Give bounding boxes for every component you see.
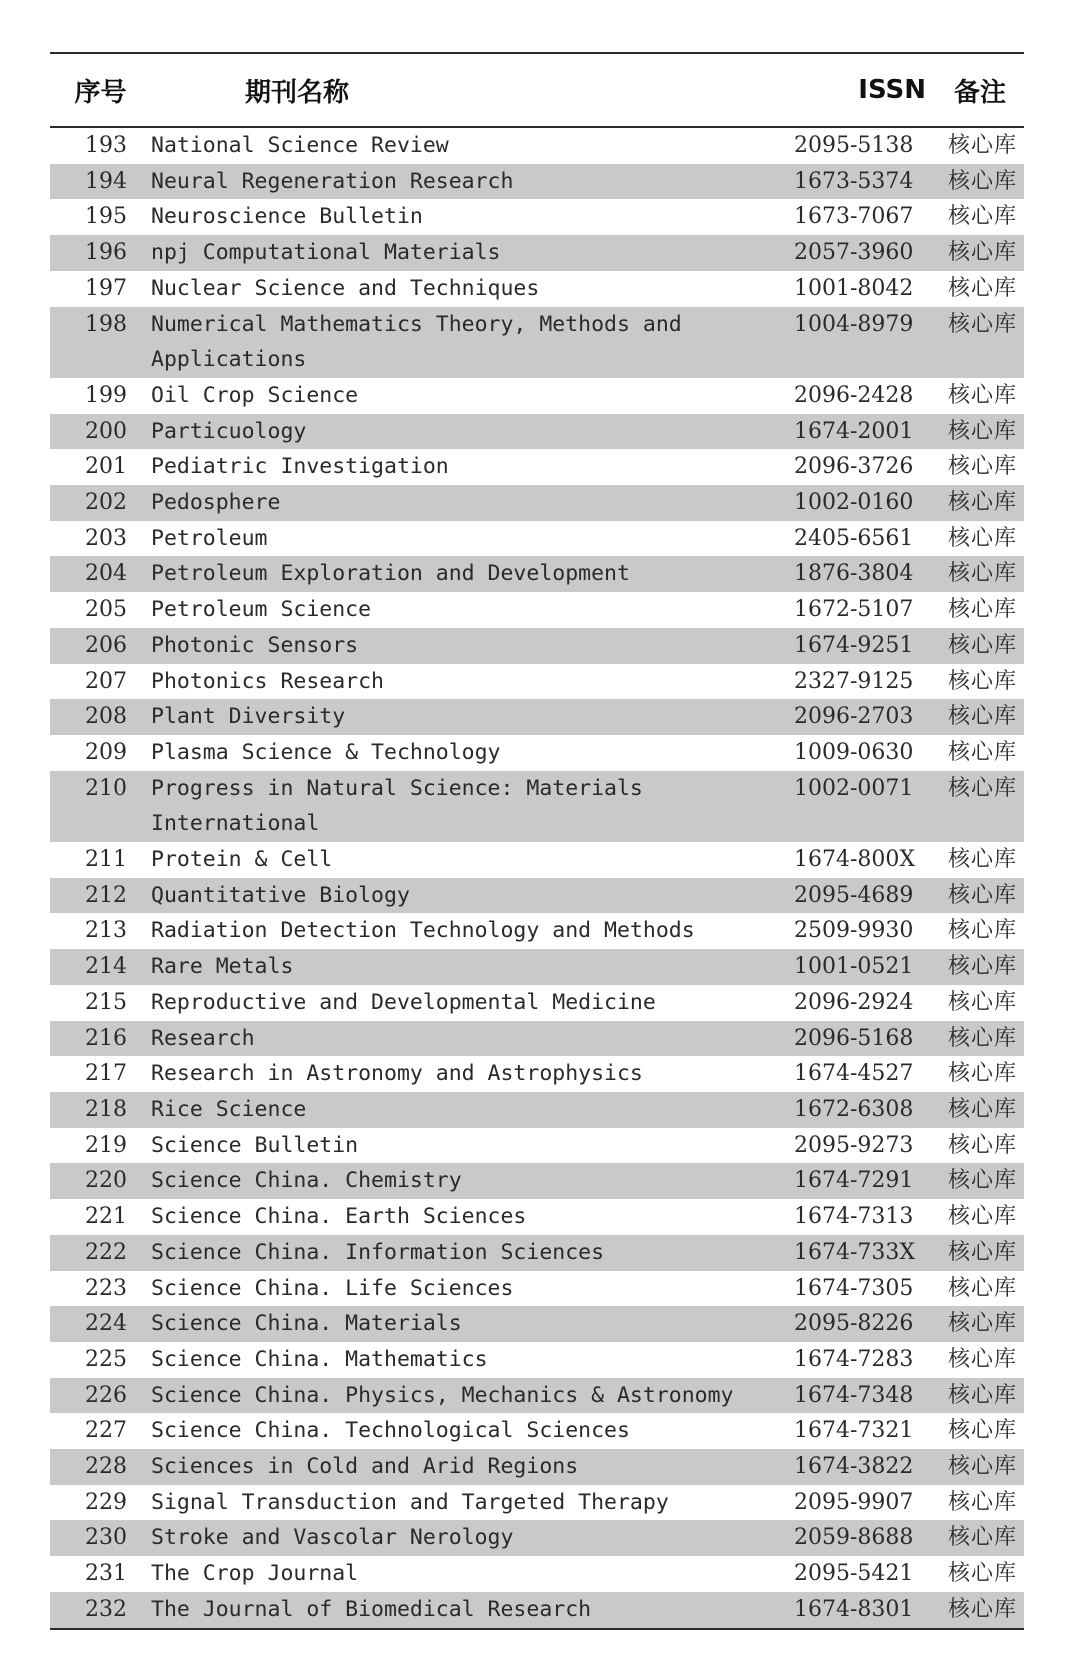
journal-name-cell: Photonics Research: [151, 668, 384, 694]
header-journal-name: 期刊名称: [151, 53, 788, 127]
journal-name-cell: Nuclear Science and Techniques: [151, 275, 540, 301]
table-row: [50, 378, 1024, 414]
issn-cell: 1674-7313: [794, 1204, 914, 1230]
journal-name-cell: Numerical Mathematics Theory, Methods and Applications: [151, 307, 788, 378]
issn-cell: 1672-5107: [794, 597, 914, 623]
table-body: [50, 127, 1024, 1629]
journal-name-cell: Rice Science: [151, 1092, 788, 1128]
serial-number-cell: 214: [50, 949, 151, 985]
issn-cell: 2096-3726: [794, 454, 914, 480]
journal-name-cell: Science China. Mathematics: [151, 1346, 488, 1372]
issn-cell: 2096-2428: [794, 382, 914, 408]
serial-number-cell: 210: [50, 771, 151, 842]
table-row: [50, 485, 1024, 521]
journal-name-cell: National Science Review: [151, 133, 449, 158]
table-row: [50, 664, 1024, 700]
table-row: [50, 878, 1024, 914]
remarks-cell: 核心库: [936, 1021, 1024, 1057]
issn-cell: 1004-8979: [788, 307, 936, 378]
table-row: [50, 1092, 1024, 1128]
journal-name-cell: Neural Regeneration Research: [151, 164, 788, 200]
journal-table: [50, 52, 1024, 1630]
table-row: [50, 628, 1024, 664]
table-row: [50, 556, 1024, 592]
journal-name-cell: Oil Crop Science: [151, 382, 359, 408]
serial-number-cell: 193: [85, 133, 127, 158]
journal-name-cell: Science China. Life Sciences: [151, 1275, 514, 1301]
remarks-cell: 核心库: [948, 1489, 1018, 1515]
serial-number-cell: 201: [85, 454, 127, 480]
remarks-cell: 核心库: [948, 1061, 1018, 1087]
issn-cell: 1002-0160: [788, 485, 936, 521]
issn-cell: 1674-7291: [788, 1163, 936, 1199]
remarks-cell: 核心库: [936, 164, 1024, 200]
issn-cell: 1674-7305: [794, 1275, 914, 1301]
header-remarks: 备注: [936, 53, 1024, 127]
issn-cell: 1674-7283: [794, 1346, 914, 1372]
serial-number-cell: 213: [85, 918, 127, 944]
table-row: [50, 735, 1024, 771]
issn-cell: 1674-2001: [788, 414, 936, 450]
issn-cell: 1674-4527: [794, 1061, 914, 1087]
serial-number-cell: 219: [85, 1132, 127, 1158]
table-row: [50, 1520, 1024, 1556]
serial-number-cell: 224: [50, 1306, 151, 1342]
issn-cell: 2095-4689: [788, 878, 936, 914]
remarks-cell: 核心库: [936, 556, 1024, 592]
issn-cell: 1674-733X: [788, 1235, 936, 1271]
serial-number-cell: 204: [50, 556, 151, 592]
issn-cell: 1674-9251: [788, 628, 936, 664]
table-row: [50, 699, 1024, 735]
journal-name-cell: Science China. Chemistry: [151, 1163, 788, 1199]
journal-name-cell: Signal Transduction and Targeted Therapy: [151, 1489, 669, 1515]
serial-number-cell: 194: [50, 164, 151, 200]
remarks-cell: 核心库: [948, 668, 1018, 694]
serial-number-cell: 222: [50, 1235, 151, 1271]
serial-number-cell: 217: [85, 1061, 127, 1087]
issn-cell: 2095-5138: [794, 133, 914, 158]
journal-name-cell: Petroleum: [151, 525, 268, 551]
journal-name-cell: Science China. Materials: [151, 1306, 788, 1342]
remarks-cell: 核心库: [948, 989, 1018, 1015]
table-header: [50, 53, 1024, 127]
serial-number-cell: 199: [85, 382, 127, 408]
serial-number-cell: 218: [50, 1092, 151, 1128]
remarks-cell: 核心库: [948, 597, 1018, 623]
journal-name-cell: Progress in Natural Science: Materials International: [151, 771, 788, 842]
journal-name-cell: Pediatric Investigation: [151, 454, 449, 480]
table-row: [50, 842, 1024, 878]
journal-name-cell: Rare Metals: [151, 949, 788, 985]
remarks-cell: 核心库: [948, 525, 1018, 551]
serial-number-cell: 227: [85, 1418, 127, 1444]
issn-cell: 2096-5168: [788, 1021, 936, 1057]
journal-name-cell: Science China. Physics, Mechanics & Astronomy: [151, 1378, 788, 1414]
issn-cell: 2095-8226: [788, 1306, 936, 1342]
issn-cell: 2096-2924: [794, 989, 914, 1015]
remarks-cell: 核心库: [948, 1561, 1018, 1587]
remarks-cell: 核心库: [936, 1520, 1024, 1556]
header-issn: ISSN: [788, 53, 936, 127]
journal-name-cell: Reproductive and Developmental Medicine: [151, 989, 656, 1015]
remarks-cell: 核心库: [936, 1163, 1024, 1199]
serial-number-cell: 203: [85, 525, 127, 551]
table-row: [50, 1271, 1024, 1307]
table-row: [50, 1163, 1024, 1199]
journal-name-cell: The Journal of Biomedical Research: [151, 1592, 788, 1629]
remarks-cell: 核心库: [948, 133, 1018, 158]
table-row: [50, 449, 1024, 485]
table-row: [50, 127, 1024, 164]
remarks-cell: 核心库: [936, 1592, 1024, 1629]
table-row: [50, 1592, 1024, 1629]
remarks-cell: 核心库: [948, 204, 1018, 230]
remarks-cell: 核心库: [948, 275, 1018, 301]
table-row: [50, 1342, 1024, 1378]
issn-cell: 2095-9273: [794, 1132, 914, 1158]
table-row: [50, 164, 1024, 200]
table-row: [50, 1128, 1024, 1164]
table-row: [50, 1306, 1024, 1342]
remarks-cell: 核心库: [936, 949, 1024, 985]
table-row: [50, 771, 1024, 842]
issn-cell: 2095-5421: [794, 1561, 914, 1587]
table-row: [50, 1449, 1024, 1485]
journal-name-cell: Research in Astronomy and Astrophysics: [151, 1061, 643, 1087]
table-row: [50, 592, 1024, 628]
serial-number-cell: 196: [50, 235, 151, 271]
remarks-cell: 核心库: [936, 878, 1024, 914]
remarks-cell: 核心库: [936, 307, 1024, 378]
journal-name-cell: The Crop Journal: [151, 1561, 359, 1587]
remarks-cell: 核心库: [936, 1449, 1024, 1485]
serial-number-cell: 232: [50, 1592, 151, 1629]
issn-cell: 1876-3804: [788, 556, 936, 592]
remarks-cell: 核心库: [948, 1346, 1018, 1372]
journal-name-cell: Sciences in Cold and Arid Regions: [151, 1449, 788, 1485]
serial-number-cell: 212: [50, 878, 151, 914]
journal-name-cell: Petroleum Science: [151, 597, 372, 623]
remarks-cell: 核心库: [948, 454, 1018, 480]
table-row: [50, 199, 1024, 235]
header-row: [50, 53, 1024, 127]
journal-name-cell: Science China. Information Sciences: [151, 1235, 788, 1271]
serial-number-cell: 223: [85, 1275, 127, 1301]
remarks-cell: 核心库: [948, 1418, 1018, 1444]
journal-name-cell: Petroleum Exploration and Development: [151, 556, 788, 592]
serial-number-cell: 211: [85, 847, 127, 873]
issn-cell: 1674-7321: [794, 1418, 914, 1444]
remarks-cell: 核心库: [936, 699, 1024, 735]
table-row: [50, 1485, 1024, 1521]
serial-number-cell: 197: [85, 275, 127, 301]
issn-cell: 2405-6561: [794, 525, 914, 551]
serial-number-cell: 208: [50, 699, 151, 735]
serial-number-cell: 206: [50, 628, 151, 664]
journal-table-container: [50, 52, 1024, 1630]
journal-name-cell: Science China. Technological Sciences: [151, 1418, 630, 1444]
issn-cell: 1001-8042: [794, 275, 914, 301]
journal-name-cell: Protein & Cell: [151, 847, 333, 873]
serial-number-cell: 221: [85, 1204, 127, 1230]
table-row: [50, 913, 1024, 949]
journal-name-cell: Radiation Detection Technology and Methods: [151, 918, 695, 944]
issn-cell: 1672-6308: [788, 1092, 936, 1128]
remarks-cell: 核心库: [948, 918, 1018, 944]
issn-cell: 2096-2703: [788, 699, 936, 735]
remarks-cell: 核心库: [936, 1306, 1024, 1342]
journal-name-cell: Particuology: [151, 414, 788, 450]
table-row: [50, 1413, 1024, 1449]
issn-cell: 1674-7348: [788, 1378, 936, 1414]
issn-cell: 2095-9907: [794, 1489, 914, 1515]
journal-name-cell: Pedosphere: [151, 485, 788, 521]
issn-cell: 1674-8301: [788, 1592, 936, 1629]
issn-cell: 1673-7067: [794, 204, 914, 230]
serial-number-cell: 228: [50, 1449, 151, 1485]
remarks-cell: 核心库: [948, 1132, 1018, 1158]
table-row: [50, 1556, 1024, 1592]
table-row: [50, 521, 1024, 557]
journal-name-cell: Quantitative Biology: [151, 878, 788, 914]
remarks-cell: 核心库: [948, 1204, 1018, 1230]
journal-name-cell: Photonic Sensors: [151, 628, 788, 664]
journal-name-cell: Plant Diversity: [151, 699, 788, 735]
serial-number-cell: 230: [50, 1520, 151, 1556]
table-row: [50, 1235, 1024, 1271]
table-row: [50, 985, 1024, 1021]
table-row: [50, 271, 1024, 307]
journal-name-cell: Research: [151, 1021, 788, 1057]
remarks-cell: 核心库: [936, 628, 1024, 664]
serial-number-cell: 216: [50, 1021, 151, 1057]
serial-number-cell: 231: [85, 1561, 127, 1587]
serial-number-cell: 225: [85, 1346, 127, 1372]
remarks-cell: 核心库: [936, 414, 1024, 450]
issn-cell: 1674-3822: [788, 1449, 936, 1485]
remarks-cell: 核心库: [948, 739, 1018, 765]
issn-cell: 1673-5374: [788, 164, 936, 200]
journal-name-cell: npj Computational Materials: [151, 235, 788, 271]
issn-cell: 2059-8688: [788, 1520, 936, 1556]
serial-number-cell: 220: [50, 1163, 151, 1199]
issn-cell: 1009-0630: [794, 739, 914, 765]
journal-name-cell: Science Bulletin: [151, 1132, 359, 1158]
serial-number-cell: 207: [85, 668, 127, 694]
table-row: [50, 1056, 1024, 1092]
serial-number-cell: 200: [50, 414, 151, 450]
remarks-cell: 核心库: [936, 235, 1024, 271]
issn-cell: 2057-3960: [788, 235, 936, 271]
serial-number-cell: 229: [85, 1489, 127, 1515]
journal-name-cell: Stroke and Vascolar Nerology: [151, 1520, 788, 1556]
journal-name-cell: Plasma Science & Technology: [151, 739, 501, 765]
remarks-cell: 核心库: [936, 1378, 1024, 1414]
remarks-cell: 核心库: [948, 1275, 1018, 1301]
table-row: [50, 235, 1024, 271]
serial-number-cell: 202: [50, 485, 151, 521]
serial-number-cell: 209: [85, 739, 127, 765]
journal-name-cell: Neuroscience Bulletin: [151, 204, 423, 230]
serial-number-cell: 215: [85, 989, 127, 1015]
issn-cell: 1002-0071: [788, 771, 936, 842]
issn-cell: 2327-9125: [794, 668, 914, 694]
journal-name-cell: Science China. Earth Sciences: [151, 1204, 527, 1230]
serial-number-cell: 198: [50, 307, 151, 378]
issn-cell: 1001-0521: [788, 949, 936, 985]
table-row: [50, 1021, 1024, 1057]
table-row: [50, 1378, 1024, 1414]
serial-number-cell: 226: [50, 1378, 151, 1414]
remarks-cell: 核心库: [936, 771, 1024, 842]
table-row: [50, 307, 1024, 378]
table-row: [50, 949, 1024, 985]
issn-cell: 1674-800X: [794, 847, 916, 873]
remarks-cell: 核心库: [936, 1092, 1024, 1128]
serial-number-cell: 205: [85, 597, 127, 623]
header-serial-number: 序号: [50, 53, 151, 127]
remarks-cell: 核心库: [936, 1235, 1024, 1271]
table-row: [50, 414, 1024, 450]
remarks-cell: 核心库: [948, 847, 1018, 873]
table-row: [50, 1199, 1024, 1235]
remarks-cell: 核心库: [936, 485, 1024, 521]
remarks-cell: 核心库: [948, 382, 1018, 408]
serial-number-cell: 195: [85, 204, 127, 230]
issn-cell: 2509-9930: [794, 918, 914, 944]
